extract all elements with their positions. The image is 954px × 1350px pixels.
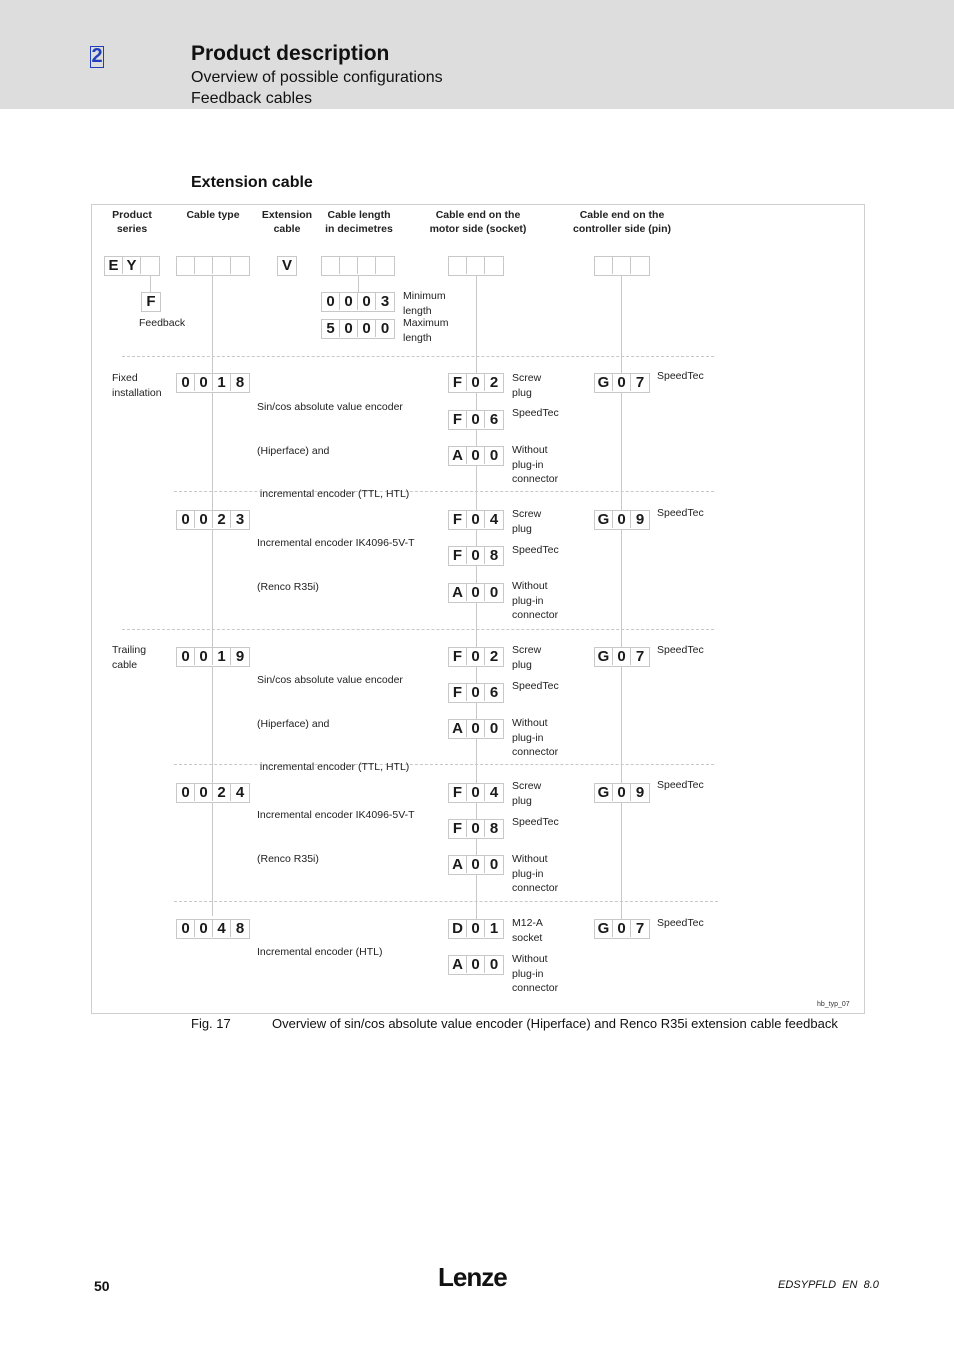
label-line: Without: [512, 953, 548, 965]
code-digit: 0: [467, 447, 485, 464]
connector-line: [150, 275, 151, 292]
label-line: plug-in: [512, 594, 544, 607]
label-line: Screw: [512, 644, 542, 656]
motor-side-code-d01: [448, 919, 504, 939]
code-digit: 0: [489, 584, 499, 601]
label-line: socket: [512, 931, 543, 944]
code-digit: [141, 257, 159, 274]
motor-side-label: [512, 952, 558, 996]
code-digit: [376, 257, 394, 274]
cable-type-description: [257, 371, 409, 516]
code-digit: 0: [467, 511, 485, 528]
installation-label-fixed: Fixed installation: [112, 372, 162, 399]
min-length-code: [321, 292, 395, 312]
header-band: [0, 0, 954, 109]
motor-side-code-f02: [448, 373, 504, 393]
page-title: Product description: [191, 42, 390, 65]
controller-side-label: SpeedTec: [657, 370, 704, 382]
section-title: Extension cable: [191, 174, 313, 191]
code-digit: 1: [213, 374, 231, 391]
controller-side-code-g07: [594, 919, 650, 939]
controller-side-code-g07: [594, 373, 650, 393]
code-digit: G: [595, 920, 613, 937]
code-digit: [358, 257, 376, 274]
motor-side-label: [512, 716, 558, 760]
code-digit: 0: [177, 648, 195, 665]
code-digit: 0: [467, 720, 485, 737]
description-line: (Hiperface) and: [257, 717, 330, 730]
code-digit: 0: [195, 648, 213, 665]
page-subtitle: Overview of possible configurations: [191, 69, 443, 86]
code-digit: 0: [195, 920, 213, 937]
code-digit: 2: [489, 374, 499, 391]
label-line: plug-in: [512, 967, 544, 980]
extension-cable-code: [277, 256, 297, 276]
code-digit: 0: [177, 784, 195, 801]
label-line: SpeedTec: [512, 680, 559, 692]
description-line: Incremental encoder IK4096-5V-T: [257, 537, 415, 549]
motor-side-code-a00: [448, 855, 504, 875]
label-line: Without: [512, 580, 548, 592]
label-line: Without: [512, 717, 548, 729]
code-digit: 8: [235, 920, 245, 937]
cable-type-description: [257, 779, 415, 881]
cable-type-code-0018: [176, 373, 250, 393]
code-digit: 0: [489, 856, 499, 873]
motor-side-code-f06: [448, 410, 504, 430]
label-line: plug: [512, 794, 532, 807]
code-digit: 0: [467, 648, 485, 665]
motor-side-label: [512, 406, 559, 421]
description-line: Sin/cos absolute value encoder: [257, 401, 403, 413]
installation-label-trailing: Trailing cable: [112, 644, 147, 671]
cable-type-description: [257, 507, 415, 609]
motor-side-label: [512, 443, 558, 487]
code-digit: V: [281, 257, 292, 274]
label-line: plug: [512, 386, 532, 399]
code-digit: 0: [358, 293, 376, 310]
code-digit: G: [595, 511, 613, 528]
code-digit: 0: [195, 784, 213, 801]
code-digit: 0: [467, 956, 485, 973]
figure-id: hb_typ_07: [817, 1001, 850, 1008]
code-digit: 7: [635, 920, 645, 937]
code-digit: 0: [489, 720, 499, 737]
code-digit: 0: [195, 374, 213, 391]
label-line: connector: [512, 982, 559, 994]
motor-side-label: [512, 643, 541, 672]
code-digit: 7: [635, 648, 645, 665]
code-digit: A: [449, 447, 467, 464]
controller-side-label: SpeedTec: [657, 507, 704, 519]
description-line: Incremental encoder IK4096-5V-T: [257, 809, 415, 821]
figure-caption-text: Overview of sin/cos absolute value encoder (Hiperface) and Renco R35i extension cable feedback: [272, 1016, 838, 1031]
code-digit: 0: [340, 320, 358, 337]
controller-side-label: SpeedTec: [657, 779, 704, 791]
column-head-product-series: Product series: [112, 209, 152, 235]
code-digit: [213, 257, 231, 274]
code-digit: G: [595, 784, 613, 801]
code-digit: F: [449, 820, 467, 837]
label-line: SpeedTec: [512, 544, 559, 556]
code-digit: 6: [489, 411, 499, 428]
feedback-label: Feedback: [139, 317, 186, 329]
motor-side-label: [512, 543, 559, 558]
motor-side-code-f08: [448, 819, 504, 839]
motor-side-code-a00: [448, 955, 504, 975]
code-digit: A: [449, 584, 467, 601]
connector-line: [621, 275, 622, 919]
cable-type-code: [176, 256, 250, 276]
row-separator: [122, 356, 714, 357]
label-line: connector: [512, 609, 559, 621]
label-line: connector: [512, 746, 559, 758]
label-line: plug-in: [512, 867, 544, 880]
connector-line: [358, 275, 359, 292]
code-digit: 0: [467, 547, 485, 564]
code-digit: 8: [235, 374, 245, 391]
motor-side-code-a00: [448, 719, 504, 739]
motor-side-label: [512, 779, 541, 808]
code-digit: F: [449, 648, 467, 665]
motor-side-code-f04: [448, 783, 504, 803]
code-digit: 4: [235, 784, 245, 801]
label-line: Without: [512, 853, 548, 865]
label-line: Without: [512, 444, 548, 456]
code-digit: 0: [467, 411, 485, 428]
code-digit: 4: [213, 920, 231, 937]
page-number: 50: [94, 1278, 110, 1294]
label-line: SpeedTec: [512, 816, 559, 828]
code-digit: 6: [489, 684, 499, 701]
controller-side-code-g09: [594, 783, 650, 803]
code-digit: [195, 257, 213, 274]
product-series-code: [104, 256, 160, 276]
code-digit: 3: [235, 511, 245, 528]
max-length-label: Maximum length: [403, 317, 449, 344]
cable-type-code-0019: [176, 647, 250, 667]
code-digit: 0: [177, 374, 195, 391]
code-digit: 9: [235, 648, 245, 665]
code-digit: 0: [195, 511, 213, 528]
code-digit: F: [449, 784, 467, 801]
motor-side-label: [512, 507, 541, 536]
code-digit: 0: [177, 511, 195, 528]
code-digit: 0: [613, 374, 631, 391]
label-line: SpeedTec: [512, 407, 559, 419]
label-line: plug-in: [512, 731, 544, 744]
row-separator: [174, 764, 714, 765]
code-digit: F: [449, 411, 467, 428]
code-digit: 4: [489, 784, 499, 801]
code-digit: 0: [467, 584, 485, 601]
code-digit: 0: [467, 374, 485, 391]
lenze-logo: Lenze: [438, 1262, 507, 1292]
code-digit: [177, 257, 195, 274]
code-digit: 2: [213, 784, 231, 801]
description-line: (Hiperface) and: [257, 444, 330, 457]
code-digit: 0: [322, 293, 340, 310]
motor-side-code-a00: [448, 583, 504, 603]
cable-type-description: [257, 916, 382, 974]
document-id: EDSYPFLD EN 8.0: [778, 1279, 879, 1291]
code-digit: 1: [213, 648, 231, 665]
motor-side-label: [512, 679, 559, 694]
code-digit: 0: [613, 511, 631, 528]
motor-side-label: [512, 579, 558, 623]
code-digit: 7: [635, 374, 645, 391]
controller-side-label: SpeedTec: [657, 644, 704, 656]
motor-side-code-f08: [448, 546, 504, 566]
motor-side-code-f04: [448, 510, 504, 530]
code-digit: [322, 257, 340, 274]
code-digit: 5: [322, 320, 340, 337]
code-digit: Y: [123, 257, 141, 274]
label-line: M12-A: [512, 917, 543, 929]
motor-side-label: [512, 852, 558, 896]
controller-side-code: [594, 256, 650, 276]
code-digit: F: [449, 547, 467, 564]
code-digit: G: [595, 374, 613, 391]
code-digit: F: [449, 511, 467, 528]
label-line: plug: [512, 658, 532, 671]
controller-side-code-g09: [594, 510, 650, 530]
controller-side-label: SpeedTec: [657, 917, 704, 929]
code-digit: [485, 257, 503, 274]
code-digit: [449, 257, 467, 274]
code-digit: 4: [489, 511, 499, 528]
column-head-extension-cable: Extension cable: [261, 209, 313, 235]
code-digit: 0: [380, 320, 390, 337]
code-digit: 3: [380, 293, 390, 310]
code-digit: 0: [467, 920, 485, 937]
code-digit: 0: [467, 820, 485, 837]
chapter-number: 2: [91, 45, 103, 67]
description-line: (Renco R35i): [257, 852, 319, 865]
controller-side-code-g07: [594, 647, 650, 667]
motor-side-label: [512, 916, 543, 945]
motor-side-label: [512, 371, 541, 400]
description-line: incremental encoder (TTL, HTL): [257, 488, 410, 500]
code-digit: D: [449, 920, 467, 937]
row-separator: [174, 901, 718, 902]
code-digit: F: [449, 374, 467, 391]
code-digit: 9: [635, 511, 645, 528]
code-digit: 0: [340, 293, 358, 310]
label-line: Screw: [512, 508, 542, 520]
description-line: incremental encoder (TTL, HTL): [257, 761, 410, 773]
code-digit: 0: [177, 920, 195, 937]
code-digit: 2: [489, 648, 499, 665]
column-head-motor-side: Cable end on the motor side (socket): [429, 209, 527, 235]
cable-type-code-0023: [176, 510, 250, 530]
motor-side-label: [512, 815, 559, 830]
code-digit: 8: [489, 547, 499, 564]
code-digit: E: [105, 257, 123, 274]
column-head-cable-length: Cable length in decimetres: [325, 209, 393, 235]
code-digit: [631, 257, 649, 274]
max-length-code: [321, 319, 395, 339]
column-head-controller-side: Cable end on the controller side (pin): [572, 209, 671, 235]
page-subsubtitle: Feedback cables: [191, 90, 312, 107]
connector-line: [212, 275, 213, 916]
code-digit: 0: [489, 447, 499, 464]
code-digit: 0: [613, 920, 631, 937]
min-length-label: Minimum length: [403, 290, 446, 317]
row-separator: [174, 491, 714, 492]
code-digit: 0: [467, 684, 485, 701]
figure-frame: [91, 204, 865, 1014]
column-head-cable-type: Cable type: [186, 209, 240, 221]
code-digit: 0: [467, 784, 485, 801]
label-line: plug: [512, 522, 532, 535]
description-line: Incremental encoder (HTL): [257, 946, 383, 958]
label-line: plug-in: [512, 458, 544, 471]
label-line: connector: [512, 882, 559, 894]
description-line: Sin/cos absolute value encoder: [257, 674, 403, 686]
motor-side-code-f02: [448, 647, 504, 667]
label-line: connector: [512, 473, 559, 485]
code-digit: A: [449, 720, 467, 737]
code-digit: 0: [613, 784, 631, 801]
code-digit: F: [146, 293, 156, 310]
cable-length-code: [321, 256, 395, 276]
code-digit: A: [449, 956, 467, 973]
code-digit: [467, 257, 485, 274]
motor-side-code-a00: [448, 446, 504, 466]
code-digit: [595, 257, 613, 274]
code-digit: 0: [358, 320, 376, 337]
code-digit: A: [449, 856, 467, 873]
label-line: Screw: [512, 780, 542, 792]
code-digit: 0: [489, 956, 499, 973]
figure-caption-number: Fig. 17: [191, 1016, 231, 1031]
code-digit: 2: [213, 511, 231, 528]
motor-side-code-f06: [448, 683, 504, 703]
row-separator: [122, 629, 714, 630]
code-digit: 0: [467, 856, 485, 873]
code-digit: 1: [489, 920, 499, 937]
cable-type-code-0024: [176, 783, 250, 803]
feedback-code: [141, 292, 161, 312]
cable-type-description: [257, 644, 409, 789]
code-digit: [613, 257, 631, 274]
motor-side-code: [448, 256, 504, 276]
label-line: Screw: [512, 372, 542, 384]
code-digit: [340, 257, 358, 274]
code-digit: [231, 257, 249, 274]
code-digit: 8: [489, 820, 499, 837]
description-line: (Renco R35i): [257, 580, 319, 593]
cable-type-code-0048: [176, 919, 250, 939]
code-digit: F: [449, 684, 467, 701]
code-digit: 0: [613, 648, 631, 665]
code-digit: 9: [635, 784, 645, 801]
code-digit: G: [595, 648, 613, 665]
